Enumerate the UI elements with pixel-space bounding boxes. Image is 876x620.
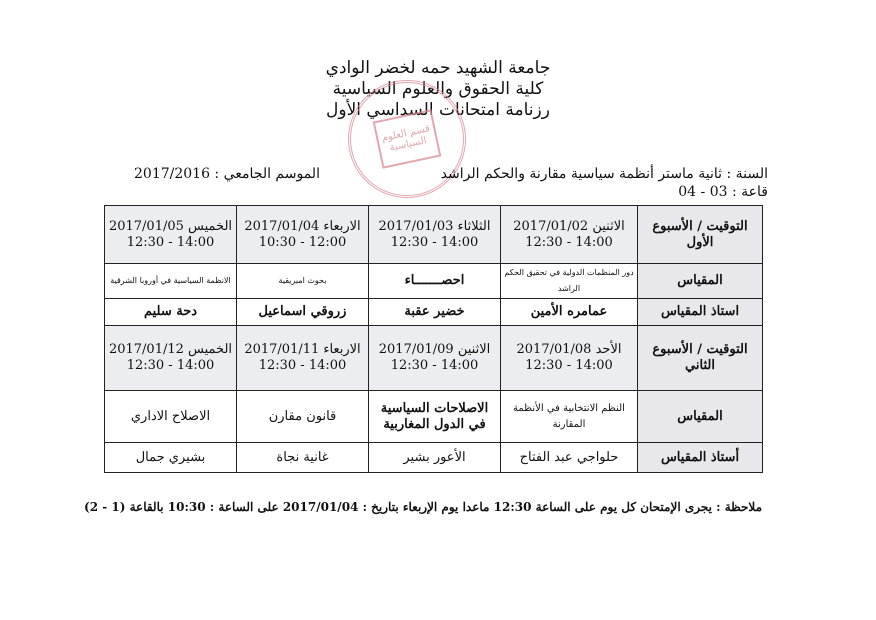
- table-row: [105, 264, 763, 299]
- week1-day1: [501, 206, 638, 264]
- day-time: 12:00 - 10:30: [258, 234, 347, 250]
- day-date: الخميس 2017/01/05: [108, 218, 233, 234]
- week2-prof: الأعور بشير: [369, 443, 501, 473]
- week1-day3: [237, 206, 369, 264]
- week1-subject-label: المقياس: [638, 264, 763, 299]
- week1-day2: [369, 206, 501, 264]
- table-row: [105, 326, 763, 391]
- table-row: [105, 443, 763, 473]
- day-date: الاثنين 2017/01/09: [378, 342, 491, 357]
- week2-prof: بشيري جمال: [105, 443, 237, 473]
- week1-subject: بحوث امبريقية: [237, 264, 369, 299]
- table-row: [105, 299, 763, 326]
- day-time: 14:00 - 12:30: [126, 234, 215, 250]
- week2-prof: غانية نجاة: [237, 443, 369, 473]
- week1-prof-label: استاذ المقياس: [638, 299, 763, 326]
- faculty-name: كلية الحقوق والعلوم السياسية: [332, 79, 544, 99]
- week1-day4: [105, 206, 237, 264]
- day-time: 14:00 - 12:30: [525, 358, 613, 373]
- day-date: الخميس 2017/01/12: [108, 342, 233, 357]
- week1-subject: احصـــــــاء: [369, 264, 501, 299]
- week1-prof: زروقي اسماعيل: [237, 299, 369, 326]
- day-time: 14:00 - 12:30: [525, 234, 613, 250]
- day-date: الأحد 2017/01/08: [516, 342, 622, 357]
- week2-prof-label: أستاذ المقياس: [638, 443, 763, 473]
- week2-day2: [369, 326, 501, 391]
- day-date: الاثنين 2017/01/02: [513, 218, 625, 234]
- week1-prof: عمامره الأمين: [501, 299, 638, 326]
- exam-note: ملاحظة : يجرى الإمتحان كل يوم على الساعة 12:30 ماعدا يوم الإربعاء بتاريخ : 2017/01/04 على الساعة : 10:30 بالقاعة (1 - 2): [84, 500, 762, 514]
- day-date: الاربعاء 2017/01/04: [244, 218, 361, 234]
- week2-day1: [501, 326, 638, 391]
- stamp-inner: قسم العلوم السياسية: [373, 109, 442, 168]
- week2-label: التوقيت / الأسبوع الثاني: [638, 326, 763, 391]
- day-time: 14:00 - 12:30: [390, 358, 479, 373]
- day-time: 14:00 - 12:30: [390, 234, 479, 250]
- table-row: [105, 391, 763, 443]
- week2-day3: [237, 326, 369, 391]
- week2-day4: [105, 326, 237, 391]
- academic-season: الموسم الجامعي : 2017/2016: [134, 166, 320, 182]
- week1-label: التوقيت / الأسبوع الأول: [638, 206, 763, 264]
- week1-subject: دور المنظمات الدولية في تحقيق الحكم الراشد: [501, 264, 638, 299]
- week1-prof: دحة سليم: [105, 299, 237, 326]
- day-time: 14:00 - 12:30: [258, 358, 347, 373]
- week1-subject: الانظمة السياسية في أوروبا الشرقية: [105, 264, 237, 299]
- exam-hall: قاعة : 03 - 04: [678, 184, 768, 200]
- week1-prof: خضير عقبة: [369, 299, 501, 326]
- week2-subject: الاصلاح الاداري: [105, 391, 237, 443]
- day-date: الثلاثاء 2017/01/03: [378, 218, 491, 234]
- week2-prof: حلواجي عبد الفتاح: [501, 443, 638, 473]
- week2-subject: النظم الانتخابية في الأنظمة المقارنة: [501, 391, 638, 443]
- calendar-title: رزنامة امتحانات السداسي الأول: [326, 100, 550, 120]
- day-date: الاربعاء 2017/01/11: [244, 342, 361, 357]
- week2-subject: الاصلاحات السياسية في الدول المغاربية: [369, 391, 501, 443]
- table-row: [105, 206, 763, 264]
- week2-subject: قانون مقارن: [237, 391, 369, 443]
- day-time: 14:00 - 12:30: [126, 358, 215, 373]
- week2-subject-label: المقياس: [638, 391, 763, 443]
- university-name: جامعة الشهيد حمه لخضر الوادي: [325, 58, 551, 78]
- program-year: السنة : ثانية ماستر أنظمة سياسية مقارنة والحكم الراشد: [440, 166, 768, 182]
- exam-schedule-table: [104, 205, 763, 473]
